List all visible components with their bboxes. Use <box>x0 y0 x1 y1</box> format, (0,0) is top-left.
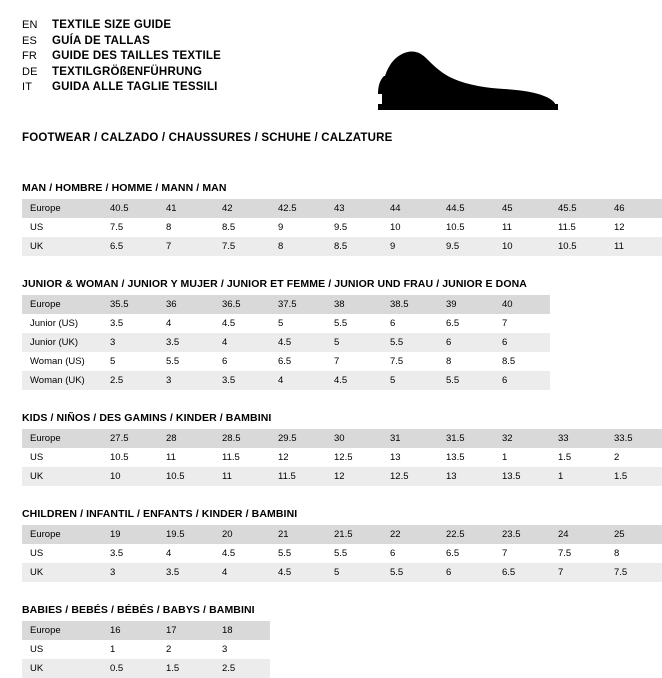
size-cell: 28.5 <box>214 429 270 448</box>
size-cell: 8 <box>446 356 452 367</box>
size-cell <box>326 640 382 659</box>
table-row <box>22 352 662 371</box>
size-cell: 11 <box>166 452 176 463</box>
size-cell <box>550 371 606 390</box>
size-cell: 5 <box>278 318 284 329</box>
size-cell <box>494 659 550 678</box>
size-cell <box>606 659 662 678</box>
size-cell: 13.5 <box>494 467 550 486</box>
size-cell <box>606 371 662 390</box>
size-cell <box>606 333 662 352</box>
table-row <box>22 333 662 352</box>
size-cell: 8 <box>166 222 172 233</box>
language-title: TEXTILE SIZE GUIDE <box>52 19 172 31</box>
row-label: UK <box>22 237 102 256</box>
size-cell: 11 <box>214 467 270 486</box>
size-cell: 5 <box>382 371 438 390</box>
size-cell <box>270 659 326 678</box>
size-tables-container <box>22 182 633 678</box>
size-cell <box>550 314 606 333</box>
size-cell: 0.5 <box>102 659 158 678</box>
size-cell: 6 <box>438 563 494 582</box>
size-cell: 32 <box>494 429 550 448</box>
size-cell <box>270 621 326 640</box>
language-code: DE <box>22 65 38 78</box>
size-cell: 2.5 <box>214 659 270 678</box>
size-cell <box>606 621 662 640</box>
table-row <box>22 429 662 448</box>
size-cell: 4.5 <box>326 371 382 390</box>
size-table <box>22 199 662 256</box>
size-cell: 10 <box>390 222 401 233</box>
table-row <box>22 371 662 390</box>
row-label: Europe <box>22 621 102 640</box>
language-code: ES <box>22 34 38 47</box>
language-row <box>22 18 221 34</box>
language-row <box>22 34 221 50</box>
size-cell: 36 <box>158 295 214 314</box>
size-cell: 12.5 <box>334 452 353 463</box>
language-row <box>22 49 221 65</box>
size-cell: 8 <box>270 237 326 256</box>
size-cell: 21.5 <box>326 525 382 544</box>
size-cell: 35.5 <box>102 295 158 314</box>
size-cell: 37.5 <box>270 295 326 314</box>
size-cell <box>606 295 662 314</box>
language-code: IT <box>22 81 33 93</box>
size-cell: 28 <box>158 429 214 448</box>
size-cell: 17 <box>158 621 214 640</box>
size-table <box>22 525 662 582</box>
size-cell: 4.5 <box>270 333 326 352</box>
size-cell: 7.5 <box>558 548 572 559</box>
size-cell: 11.5 <box>222 452 240 463</box>
size-cell: 5 <box>326 333 382 352</box>
size-cell <box>438 659 494 678</box>
size-cell <box>550 659 606 678</box>
size-cell: 3 <box>102 333 158 352</box>
size-table <box>22 621 662 678</box>
size-cell: 10.5 <box>446 222 465 233</box>
size-cell <box>382 621 438 640</box>
size-cell: 1.5 <box>558 452 572 463</box>
size-cell: 13 <box>390 452 401 463</box>
size-cell: 6.5 <box>446 548 460 559</box>
size-cell: 12 <box>278 452 289 463</box>
size-cell: 5 <box>110 356 116 367</box>
size-cell: 40 <box>494 295 550 314</box>
size-cell: 3.5 <box>110 548 124 559</box>
size-table <box>22 429 662 486</box>
size-cell: 3 <box>102 563 158 582</box>
size-cell: 21 <box>270 525 326 544</box>
size-cell: 2.5 <box>102 371 158 390</box>
language-row <box>22 65 221 81</box>
size-cell: 42 <box>214 199 270 218</box>
table-row <box>22 314 662 333</box>
size-cell: 5.5 <box>382 333 438 352</box>
size-cell: 3.5 <box>110 318 124 329</box>
size-cell: 5.5 <box>334 548 348 559</box>
row-label: Junior (UK) <box>22 333 102 352</box>
size-cell: 4 <box>270 371 326 390</box>
size-cell <box>606 314 662 333</box>
size-cell: 6 <box>222 356 228 367</box>
table-row <box>22 525 662 544</box>
row-label: Europe <box>22 429 102 448</box>
size-cell: 13 <box>438 467 494 486</box>
row-label: UK <box>22 659 102 678</box>
row-label: Europe <box>22 295 102 314</box>
row-label: Europe <box>22 525 102 544</box>
group-title: KIDS / NIÑOS / DES GAMINS / KINDER / BAMBINI <box>22 412 272 424</box>
size-cell: 19 <box>102 525 158 544</box>
table-row <box>22 237 662 256</box>
size-cell: 31 <box>382 429 438 448</box>
size-cell: 20 <box>214 525 270 544</box>
size-cell: 44 <box>382 199 438 218</box>
size-cell: 6 <box>438 333 494 352</box>
table-row <box>22 467 662 486</box>
size-cell <box>270 640 326 659</box>
size-cell: 45.5 <box>550 199 606 218</box>
size-cell: 9 <box>382 237 438 256</box>
size-cell: 4 <box>214 333 270 352</box>
size-cell <box>326 621 382 640</box>
row-label: US <box>30 452 44 463</box>
language-row <box>22 80 221 96</box>
size-cell: 33 <box>550 429 606 448</box>
dress-shoe-icon <box>368 34 568 114</box>
size-cell: 7.5 <box>390 356 404 367</box>
size-cell <box>382 659 438 678</box>
size-cell: 2 <box>614 452 620 463</box>
row-label: UK <box>22 563 102 582</box>
size-cell: 1.5 <box>606 467 662 486</box>
language-title: GUIDA ALLE TAGLIE TESSILI <box>52 81 218 93</box>
size-cell: 10 <box>102 467 158 486</box>
size-cell: 4.5 <box>222 548 236 559</box>
size-cell: 13.5 <box>446 452 465 463</box>
size-cell: 45 <box>494 199 550 218</box>
table-row <box>22 199 662 218</box>
size-cell: 29.5 <box>270 429 326 448</box>
size-cell: 6 <box>390 548 396 559</box>
size-cell: 39 <box>438 295 494 314</box>
size-cell: 4.5 <box>270 563 326 582</box>
group-title: MAN / HOMBRE / HOMME / MANN / MAN <box>22 182 227 194</box>
table-row <box>22 544 662 563</box>
size-cell: 10.5 <box>550 237 606 256</box>
size-cell: 4 <box>166 548 172 559</box>
size-cell <box>606 640 662 659</box>
size-cell <box>494 640 550 659</box>
size-cell: 6.5 <box>102 237 158 256</box>
group-title: BABIES / BEBÉS / BÉBÉS / BABYS / BAMBINI <box>22 604 255 616</box>
size-cell: 11.5 <box>558 222 576 233</box>
row-label: US <box>30 548 44 559</box>
size-cell: 7.5 <box>214 237 270 256</box>
size-cell <box>438 621 494 640</box>
size-cell <box>550 333 606 352</box>
size-cell: 44.5 <box>438 199 494 218</box>
size-cell: 6.5 <box>278 356 292 367</box>
row-label: UK <box>22 467 102 486</box>
size-cell: 7 <box>158 237 214 256</box>
group-title: CHILDREN / INFANTIL / ENFANTS / KINDER / BAMBINI <box>22 508 298 520</box>
table-row <box>22 218 662 237</box>
size-cell: 22 <box>382 525 438 544</box>
size-cell: 22.5 <box>438 525 494 544</box>
language-title: GUIDE DES TAILLES TEXTILE <box>52 50 221 62</box>
group-title: JUNIOR & WOMAN / JUNIOR Y MUJER / JUNIOR ET FEMME / JUNIOR UND FRAU / JUNIOR E DONA <box>22 278 527 290</box>
size-cell: 8 <box>614 548 620 559</box>
size-cell: 9 <box>278 222 284 233</box>
size-cell: 5.5 <box>382 563 438 582</box>
size-cell: 31.5 <box>438 429 494 448</box>
size-cell: 12 <box>326 467 382 486</box>
size-cell: 18 <box>214 621 270 640</box>
size-cell: 3 <box>222 644 228 655</box>
row-label: Woman (US) <box>30 356 85 367</box>
size-cell: 10.5 <box>158 467 214 486</box>
table-row <box>22 621 662 640</box>
size-cell: 2 <box>166 644 172 655</box>
size-cell: 5.5 <box>334 318 348 329</box>
row-label: US <box>30 222 44 233</box>
table-row <box>22 563 662 582</box>
size-cell: 7 <box>334 356 340 367</box>
size-cell <box>606 352 662 371</box>
row-label: US <box>30 644 44 655</box>
size-cell: 42.5 <box>270 199 326 218</box>
size-cell: 3 <box>158 371 214 390</box>
size-cell: 5.5 <box>438 371 494 390</box>
size-cell: 10.5 <box>110 452 129 463</box>
size-cell: 16 <box>102 621 158 640</box>
size-cell: 3.5 <box>158 333 214 352</box>
language-code: EN <box>22 19 38 31</box>
size-cell: 27.5 <box>102 429 158 448</box>
language-title-list <box>22 18 221 96</box>
size-cell <box>550 352 606 371</box>
size-cell: 12.5 <box>382 467 438 486</box>
size-cell: 46 <box>606 199 662 218</box>
size-cell: 19.5 <box>158 525 214 544</box>
size-cell: 3.5 <box>158 563 214 582</box>
size-cell <box>494 621 550 640</box>
size-cell: 38 <box>326 295 382 314</box>
size-cell: 40.5 <box>102 199 158 218</box>
size-cell: 9.5 <box>438 237 494 256</box>
size-cell: 6.5 <box>494 563 550 582</box>
size-cell: 8.5 <box>326 237 382 256</box>
language-title: GUÍA DE TALLAS <box>52 34 150 47</box>
size-cell: 7.5 <box>606 563 662 582</box>
size-cell: 11.5 <box>270 467 326 486</box>
size-cell: 1 <box>550 467 606 486</box>
size-cell: 4 <box>166 318 172 329</box>
size-cell: 7 <box>502 318 508 329</box>
size-cell: 23.5 <box>494 525 550 544</box>
size-cell <box>438 640 494 659</box>
size-cell: 1.5 <box>158 659 214 678</box>
size-cell: 30 <box>326 429 382 448</box>
page-header <box>22 18 578 114</box>
size-cell: 41 <box>158 199 214 218</box>
size-cell <box>550 640 606 659</box>
section-title-footwear: FOOTWEAR / CALZADO / CHAUSSURES / SCHUHE / CALZATURE <box>22 132 393 144</box>
size-cell: 5 <box>326 563 382 582</box>
size-cell <box>550 621 606 640</box>
size-cell: 10 <box>494 237 550 256</box>
size-cell: 11 <box>502 222 512 233</box>
language-code: FR <box>22 50 38 62</box>
size-cell: 7 <box>502 548 508 559</box>
size-cell: 6 <box>494 333 550 352</box>
size-cell: 12 <box>614 222 625 233</box>
size-cell: 5.5 <box>278 548 292 559</box>
size-cell: 8.5 <box>502 356 516 367</box>
size-cell: 7.5 <box>110 222 124 233</box>
size-cell: 6 <box>494 371 550 390</box>
table-row <box>22 659 662 678</box>
size-cell: 24 <box>550 525 606 544</box>
table-row <box>22 640 662 659</box>
table-row <box>22 448 662 467</box>
row-label: Junior (US) <box>30 318 79 329</box>
size-cell: 6.5 <box>446 318 460 329</box>
size-cell: 11 <box>606 237 662 256</box>
size-cell: 9.5 <box>334 222 348 233</box>
size-cell: 3.5 <box>214 371 270 390</box>
size-cell: 1 <box>502 452 508 463</box>
size-cell: 25 <box>606 525 662 544</box>
table-row <box>22 295 662 314</box>
language-title: TEXTILGRÖßENFÜHRUNG <box>52 65 203 78</box>
size-cell: 1 <box>110 644 116 655</box>
size-table <box>22 295 662 390</box>
size-cell <box>326 659 382 678</box>
size-cell: 6 <box>390 318 396 329</box>
row-label: Europe <box>22 199 102 218</box>
size-cell <box>550 295 606 314</box>
size-cell <box>382 640 438 659</box>
size-cell: 4.5 <box>222 318 236 329</box>
size-cell: 33.5 <box>606 429 662 448</box>
size-cell: 8.5 <box>222 222 236 233</box>
size-cell: 43 <box>326 199 382 218</box>
size-cell: 4 <box>214 563 270 582</box>
size-cell: 36.5 <box>214 295 270 314</box>
size-cell: 5.5 <box>166 356 180 367</box>
row-label: Woman (UK) <box>22 371 102 390</box>
size-cell: 38.5 <box>382 295 438 314</box>
size-cell: 7 <box>550 563 606 582</box>
